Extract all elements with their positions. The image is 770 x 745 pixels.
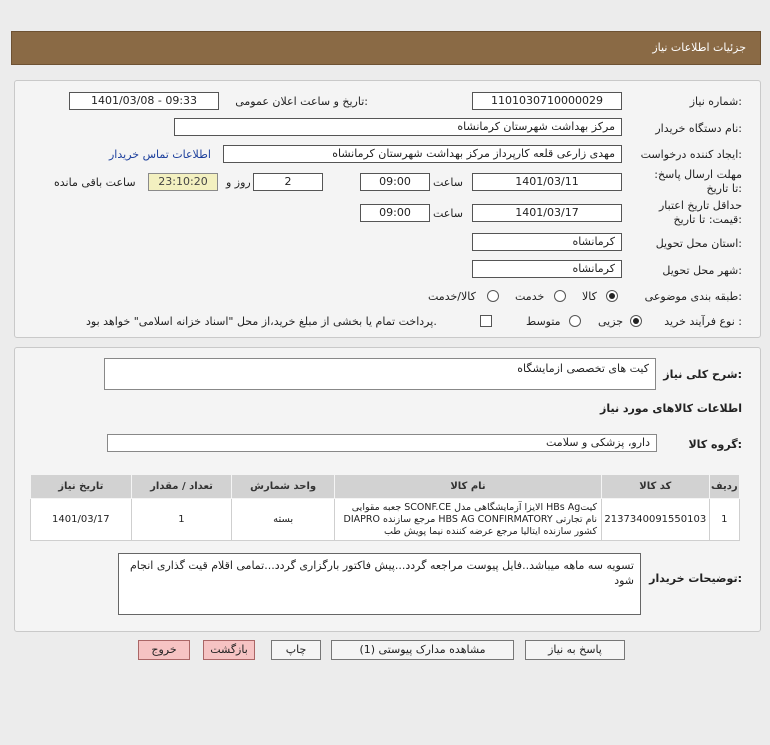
cell-name: کیتHBs Ag الایزا آزمایشگاهی مدل SCONF.CE جعبه مقوایی نام تجارتی HBS AG CONFIRMATORY مرجع سازنده DIAPRO کشور سازنده ایتالیا مرجع عرضه کننده نیما پویش طب (335, 499, 602, 541)
treasury-payment-checkbox[interactable] (480, 315, 492, 327)
summary-label: شرح کلی نیاز: (663, 368, 742, 381)
buyer-notes-label: توضیحات خریدار: (649, 572, 742, 585)
days-label: روز و (226, 176, 251, 189)
validity-label: حداقل تاریخ اعتبار قیمت: تا تاریخ: (658, 199, 742, 226)
col-code: کد کالا (602, 475, 710, 499)
contact-buyer-link[interactable]: اطلاعات تماس خریدار (109, 148, 211, 161)
back-button[interactable]: بازگشت (203, 640, 255, 660)
validity-time-field: 09:00 (360, 204, 430, 222)
goods-section-title: اطلاعات کالاهای مورد نیاز (600, 402, 742, 415)
col-name: نام کالا (335, 475, 602, 499)
category-radio-goods-service[interactable] (487, 290, 499, 302)
attachments-button[interactable]: مشاهده مدارک پیوستی (1) (331, 640, 514, 660)
deadline-time-field: 09:00 (360, 173, 430, 191)
deadline-date-field: 1401/03/11 (472, 173, 622, 191)
table-row (31, 499, 740, 541)
goods-table (30, 474, 740, 541)
province-label: استان محل تحویل: (655, 237, 742, 250)
creator-label: ایجاد کننده درخواست: (640, 148, 742, 161)
cell-date: 1401/03/17 (31, 499, 132, 541)
category-option-goods-service: کالا/خدمت (428, 290, 476, 303)
deadline-time-label: ساعت (433, 176, 463, 189)
process-option-medium: متوسط (526, 315, 561, 328)
buyer-org-field: مرکز بهداشت شهرستان کرمانشاه (174, 118, 622, 136)
goods-table-header (31, 475, 740, 499)
category-option-service: خدمت (515, 290, 545, 303)
page-title: جزئیات اطلاعات نیاز (652, 41, 746, 54)
summary-field: کیت های تخصصی ازمایشگاه (104, 358, 656, 390)
cell-code: 2137340091550103 (602, 499, 710, 541)
reply-button[interactable]: پاسخ به نیاز (525, 640, 625, 660)
days-remaining-field: 2 (253, 173, 323, 191)
announce-field: 1401/03/08 - 09:33 (69, 92, 219, 110)
goods-group-label: گروه کالا: (688, 438, 742, 451)
cell-unit: بسته (232, 499, 335, 541)
goods-group-field: دارو، پزشکی و سلامت (107, 434, 657, 452)
category-radio-goods[interactable] (606, 290, 618, 302)
need-number-field: 1101030710000029 (472, 92, 622, 110)
remaining-time-label: ساعت باقی مانده (54, 176, 136, 189)
validity-time-label: ساعت (433, 207, 463, 220)
category-option-goods: کالا (582, 290, 597, 303)
buyer-org-label: نام دستگاه خریدار: (655, 122, 742, 135)
city-label: شهر محل تحویل: (662, 264, 742, 277)
cell-row: 1 (709, 499, 739, 541)
buyer-notes-field: تسویه سه ماهه میباشد..فایل پیوست مراجعه گردد...پیش فاکتور بارگزاری گردد...تمامی اقلام قیت گذاری انجام شود (118, 553, 641, 615)
process-label: نوع فرآیند خرید : (664, 315, 742, 328)
col-unit: واحد شمارش (232, 475, 335, 499)
col-row: ردیف (709, 475, 739, 499)
col-date: تاریخ نیاز (31, 475, 132, 499)
creator-field: مهدی زارعی قلعه کارپرداز مرکز بهداشت شهرستان کرمانشاه (223, 145, 622, 163)
treasury-payment-note: پرداخت تمام یا بخشی از مبلغ خرید،از محل "اسناد خزانه اسلامی" خواهد بود. (86, 315, 437, 328)
cell-qty: 1 (131, 499, 232, 541)
process-radio-minor[interactable] (630, 315, 642, 327)
print-button[interactable]: چاپ (271, 640, 321, 660)
process-option-minor: جزیی (598, 315, 624, 328)
city-field: کرمانشاه (472, 260, 622, 278)
col-qty: تعداد / مقدار (131, 475, 232, 499)
process-radio-medium[interactable] (569, 315, 581, 327)
category-label: طبقه بندی موضوعی: (644, 290, 742, 303)
remaining-time-field: 23:10:20 (148, 173, 218, 191)
announce-label: تاریخ و ساعت اعلان عمومی: (235, 95, 368, 108)
need-number-label: شماره نیاز: (689, 95, 742, 108)
deadline-label: مهلت ارسال پاسخ: تا تاریخ: (654, 168, 742, 195)
exit-button[interactable]: خروج (138, 640, 190, 660)
category-radio-service[interactable] (554, 290, 566, 302)
validity-date-field: 1401/03/17 (472, 204, 622, 222)
province-field: کرمانشاه (472, 233, 622, 251)
page-header (11, 31, 761, 65)
